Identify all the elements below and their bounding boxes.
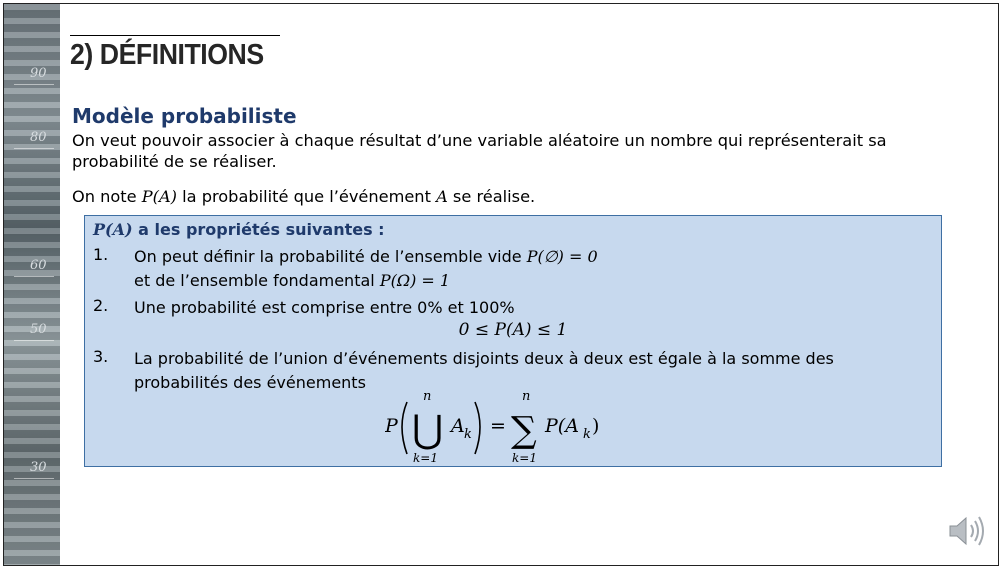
strip-mark: 60 bbox=[30, 258, 47, 273]
section-subheading: Modèle probabiliste bbox=[72, 104, 297, 128]
strip-mark: 90 bbox=[30, 66, 47, 81]
union-sum-formula bbox=[385, 386, 625, 466]
note-expression: P(A) bbox=[141, 187, 177, 206]
note-paragraph bbox=[72, 186, 952, 207]
formula-subscript: k bbox=[583, 427, 591, 442]
slide-title: 2) DÉFINITIONS bbox=[70, 39, 264, 71]
sum-lower-limit: k=1 bbox=[512, 451, 537, 465]
box-title bbox=[93, 220, 385, 239]
equals-sign: = bbox=[490, 415, 506, 437]
strip-mark: 50 bbox=[30, 322, 47, 337]
formula-a: A bbox=[451, 415, 465, 437]
note-text: la probabilité que l’événement bbox=[176, 187, 437, 206]
slide bbox=[3, 3, 999, 566]
item-text: et de l’ensemble fondamental bbox=[134, 271, 380, 290]
item-text: On peut définir la probabilité de l’ensemble vide bbox=[134, 247, 527, 266]
strip-mark: 30 bbox=[30, 460, 47, 475]
sum-upper-limit: n bbox=[522, 389, 531, 404]
probability-range-formula bbox=[85, 320, 941, 340]
item-3-line-2: probabilités des événements bbox=[134, 373, 366, 392]
right-paren bbox=[475, 402, 480, 454]
strip-line bbox=[14, 276, 54, 277]
formula-text: 0 ≤ P(A) ≤ 1 bbox=[458, 320, 568, 340]
item-number: 3. bbox=[93, 347, 109, 366]
strip-line bbox=[14, 84, 54, 85]
strip-mark: 80 bbox=[30, 130, 47, 145]
decorative-photo-strip bbox=[4, 4, 60, 565]
speaker-icon[interactable] bbox=[946, 511, 986, 551]
note-text: On note bbox=[72, 187, 142, 206]
intro-paragraph: On veut pouvoir associer à chaque résultat d’une variable aléatoire un nombre qui représenterait sa probabilité de se réaliser. bbox=[72, 131, 887, 171]
union-upper-limit: n bbox=[423, 389, 432, 404]
item-expression: P(∅) = 0 bbox=[526, 247, 598, 266]
item-1-line-2 bbox=[134, 269, 450, 292]
properties-box bbox=[84, 215, 942, 467]
item-expression: P(Ω) = 1 bbox=[379, 271, 451, 290]
formula-p: P bbox=[385, 415, 398, 437]
sum-symbol: ∑ bbox=[511, 410, 537, 451]
item-number: 2. bbox=[93, 296, 109, 315]
box-title-expression: P(A) bbox=[93, 220, 133, 239]
formula-p-a: P(A bbox=[545, 415, 579, 437]
strip-line bbox=[14, 340, 54, 341]
note-variable: A bbox=[436, 187, 448, 206]
item-number: 1. bbox=[93, 245, 109, 264]
item-1-line-1 bbox=[134, 245, 598, 268]
union-symbol: ⋃ bbox=[412, 407, 444, 451]
formula-subscript: k bbox=[464, 427, 472, 442]
formula-close-paren: ) bbox=[592, 415, 600, 437]
item-2-line-1: Une probabilité est comprise entre 0% et 100% bbox=[134, 298, 515, 317]
note-text: se réalise. bbox=[447, 187, 536, 206]
strip-line bbox=[14, 148, 54, 149]
left-paren bbox=[402, 402, 407, 454]
item-3-line-1: La probabilité de l’union d’événements disjoints deux à deux est égale à la somme des bbox=[134, 349, 834, 368]
union-lower-limit: k=1 bbox=[413, 451, 438, 465]
title-rule bbox=[70, 35, 280, 36]
box-title-text: a les propriétés suivantes : bbox=[132, 220, 385, 239]
strip-line bbox=[14, 478, 54, 479]
